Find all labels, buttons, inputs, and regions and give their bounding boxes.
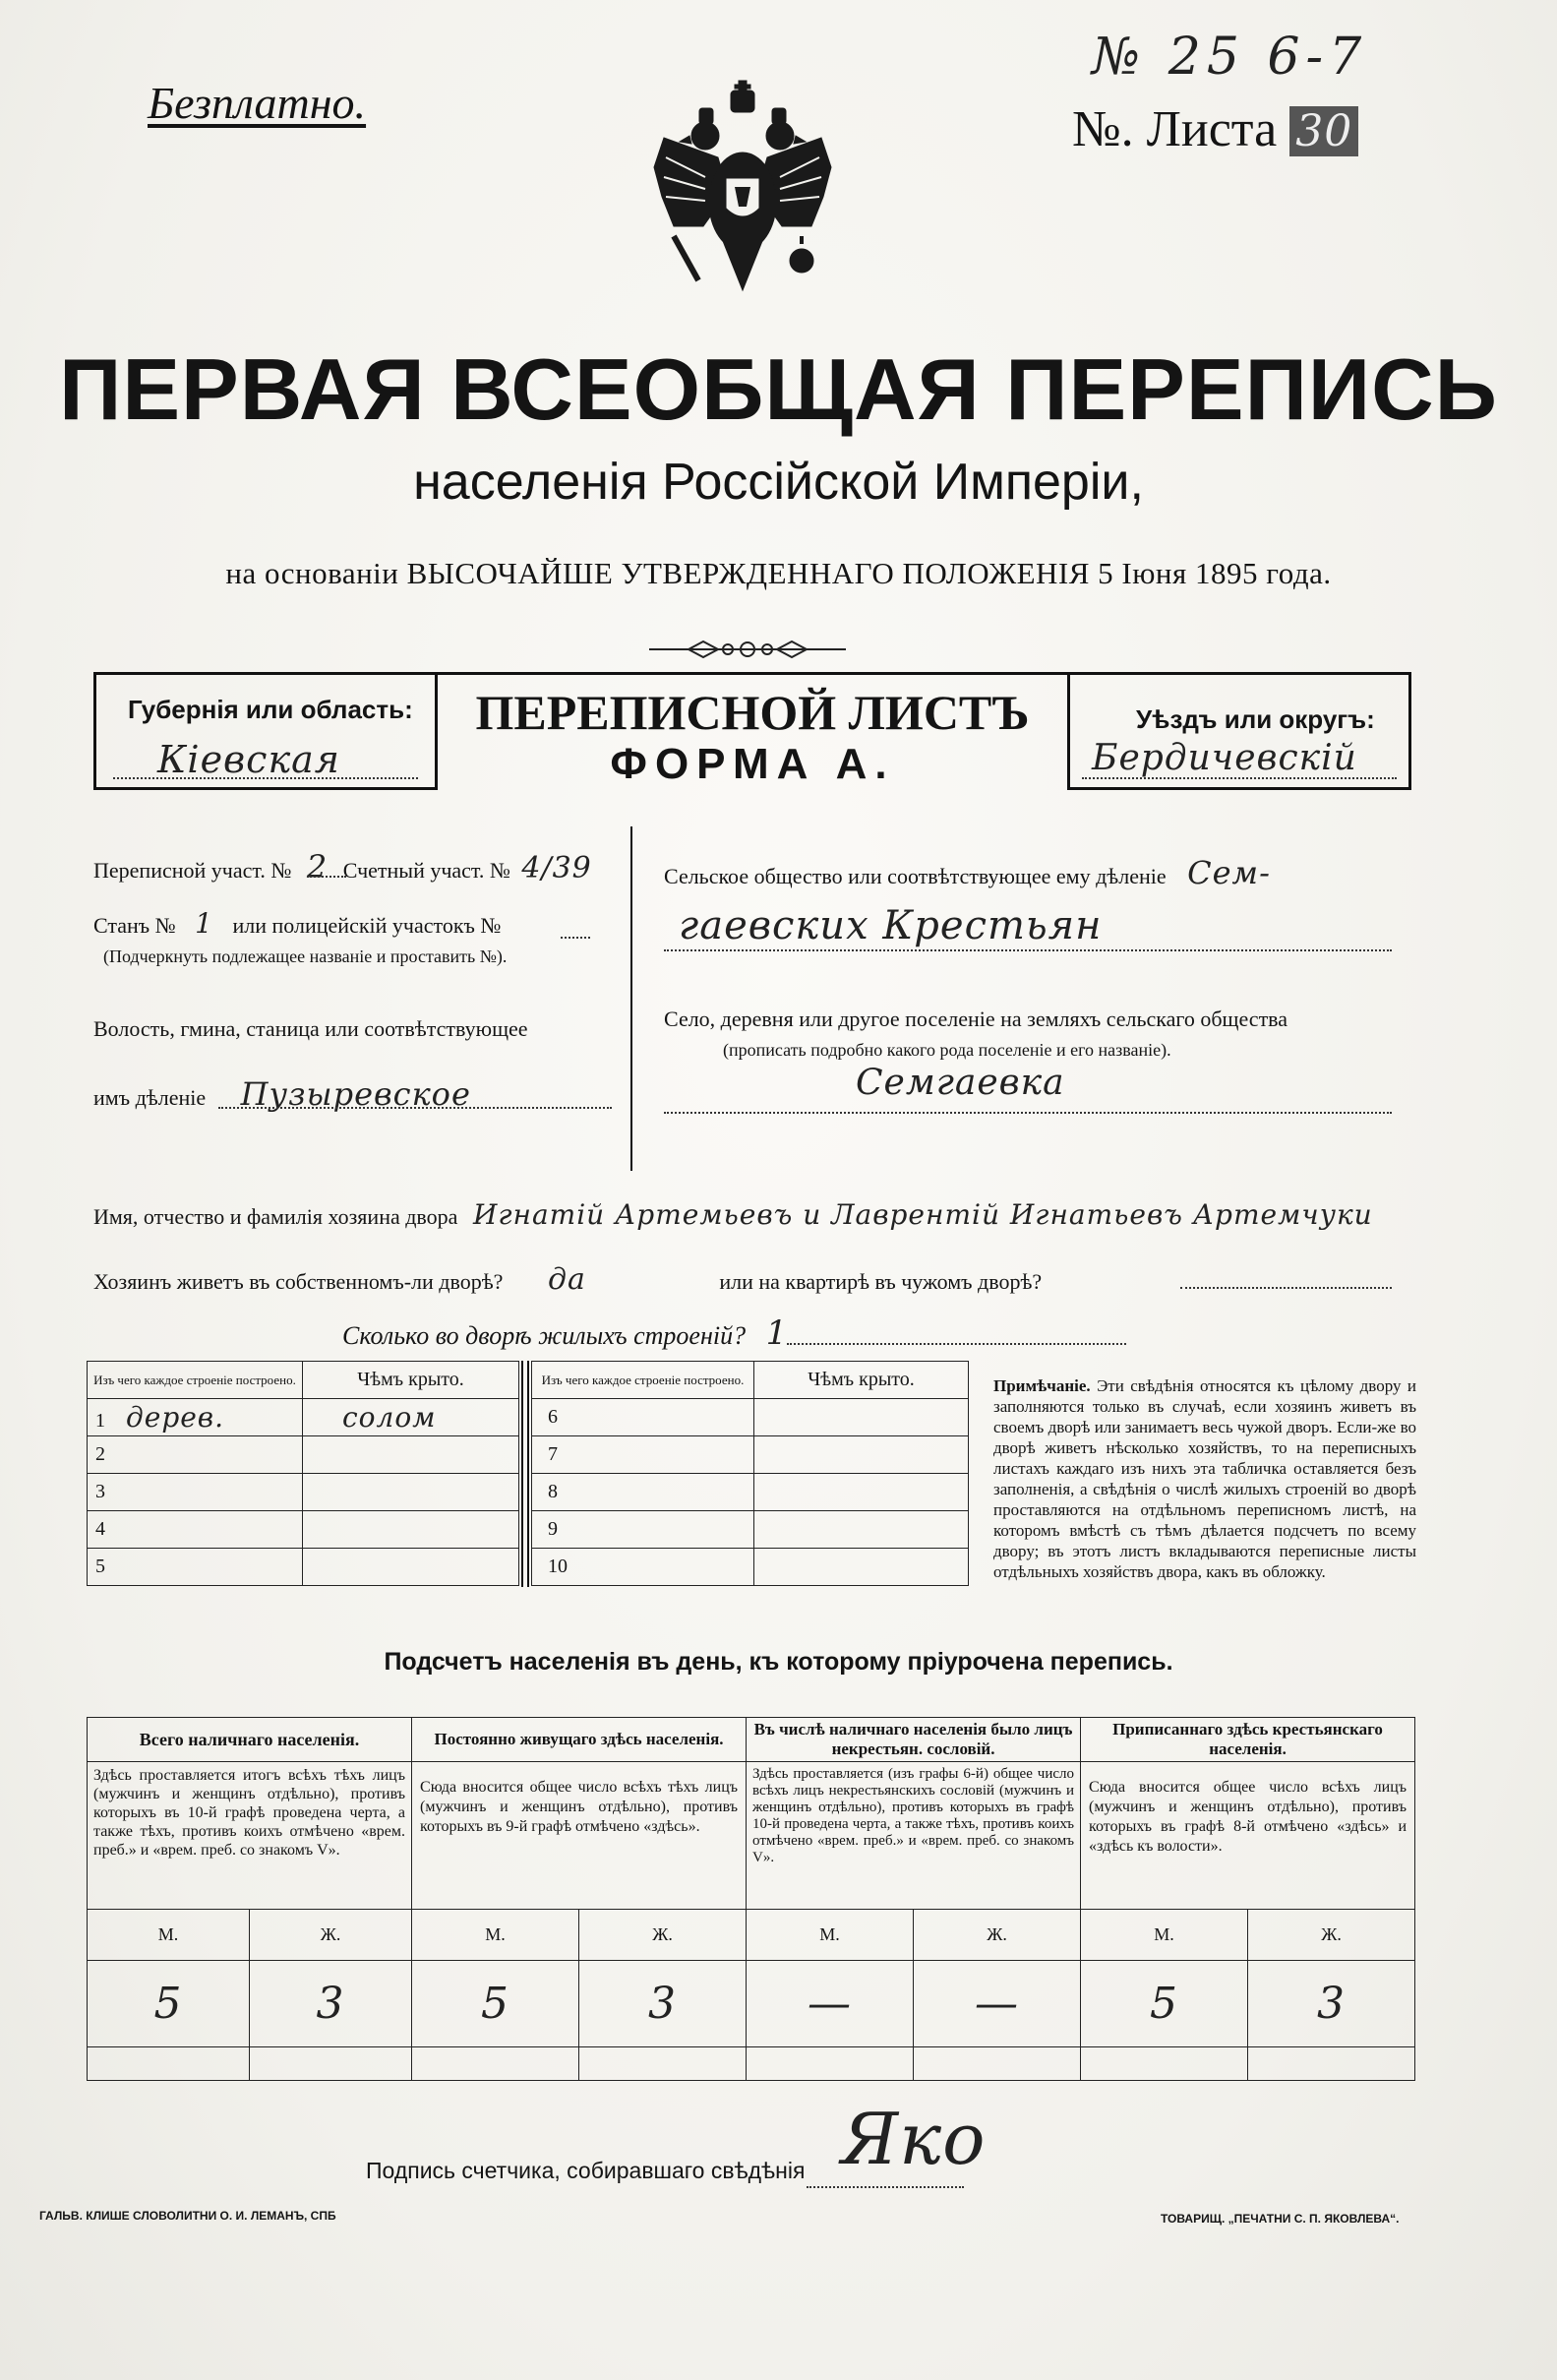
police-note: (Подчеркнуть подлежащее названіе и проставить №). xyxy=(103,946,508,966)
male-label: М. xyxy=(412,1910,579,1961)
village-value: Семгаевка xyxy=(856,1063,1065,1103)
pop-col-3-desc: Здѣсь проставляется (изъ графы 6-й) общее число всѣхъ лицъ некрестьянскихъ сословій (мужчинъ и женщинъ отдѣльно), противъ которыхъ въ графѣ 10-й проведена черта, а также тѣхъ, противъ коихъ отмѣчено «врем. преб.» и «врем. преб. со знакомъ V». xyxy=(747,1762,1081,1910)
count-section-value: 4/39 xyxy=(521,851,592,885)
male-label: М. xyxy=(747,1910,914,1961)
nonpeasant-male-value: — xyxy=(747,1961,914,2047)
form-title: ФОРМА А. xyxy=(610,740,895,788)
female-label: Ж. xyxy=(250,1910,412,1961)
owner-label: Имя, отчество и фамилія хозяина двора xyxy=(93,1204,458,1229)
stan-value: 1 xyxy=(195,907,213,940)
population-desc-row xyxy=(88,1762,1415,1910)
province-value: Кіевская xyxy=(157,738,340,781)
main-title: ПЕРВАЯ ВСЕОБЩАЯ ПЕРЕПИСЬ xyxy=(59,340,1498,438)
lives-value: да xyxy=(547,1262,586,1297)
signature-field xyxy=(366,2158,805,2184)
pop-col-3-head: Въ числѣ наличнаго населенія было лицъ некрестьян. сословій. xyxy=(747,1718,1081,1762)
resident-female-value: 3 xyxy=(579,1961,747,2047)
buildings-table-right xyxy=(531,1361,969,1586)
population-values-row xyxy=(88,1961,1415,2047)
district-label: Уѣздъ или округъ: xyxy=(1136,704,1375,734)
rule xyxy=(93,787,438,790)
coat-of-arms-icon xyxy=(644,79,841,315)
stan-field xyxy=(93,907,501,940)
rule xyxy=(1067,672,1070,790)
corner-handwriting-text: № 25 6-7 xyxy=(1092,28,1368,87)
sheet-number-label: №. Листа xyxy=(1072,101,1278,157)
col-roof-head: Чѣмъ крыто. xyxy=(754,1362,969,1399)
signature-value: Яко xyxy=(841,2098,987,2180)
buildings-count-field xyxy=(342,1313,788,1353)
footer-left: ГАЛЬВ. КЛИШЕ СЛОВОЛИТНИ О. И. ЛЕМАНЪ, СПБ xyxy=(39,2209,336,2223)
col-material-head: Изъ чего каждое строеніе построено. xyxy=(532,1362,754,1399)
dotted-line xyxy=(1082,777,1397,779)
village-label: Село, деревня или другое поселеніе на земляхъ сельскаго общества xyxy=(664,1007,1288,1031)
nonpeasant-female-value: — xyxy=(914,1961,1081,2047)
census-section-value: 2 xyxy=(306,848,329,885)
dotted-line xyxy=(664,1112,1392,1114)
resident-male-value: 5 xyxy=(412,1961,579,2047)
decree-line: на основаніи ВЫСОЧАЙШЕ УТВЕРЖДЕННАГО ПОЛОЖЕНІЯ 5 Іюня 1895 года. xyxy=(225,556,1332,590)
rule xyxy=(521,1361,523,1587)
village-note: (прописать подробно какого рода поселеніе и его названіе). xyxy=(723,1040,1171,1060)
pop-col-1-head: Всего наличнаго населенія. xyxy=(88,1718,412,1762)
society-value-2: гаевских Крестьян xyxy=(679,903,1103,948)
population-table xyxy=(87,1717,1415,2081)
corner-handwriting xyxy=(1092,28,1367,87)
footer-right: ТОВАРИЩ. „ПЕЧАТНИ С. П. ЯКОВЛЕВА“. xyxy=(1161,2212,1400,2226)
col-material-head: Изъ чего каждое строеніе построено. xyxy=(88,1362,303,1399)
count-section-label: Счетный участ. № xyxy=(342,858,510,883)
peasant-female-value: 3 xyxy=(1248,1961,1415,2047)
society-label: Сельское общество или соотвѣтствующее ему дѣленіе xyxy=(664,864,1167,888)
police-label: или полицейскій участокъ № xyxy=(232,913,502,938)
row-number: 4 xyxy=(88,1511,303,1549)
ornament-divider-icon xyxy=(649,638,846,661)
roof-value: солом xyxy=(342,1401,437,1434)
census-section-label: Переписной участ. № xyxy=(93,858,292,883)
buildings-value: 1 xyxy=(765,1313,789,1353)
population-mf-row xyxy=(88,1910,1415,1961)
sheet-number-value: 30 xyxy=(1289,106,1358,156)
row-number: 9 xyxy=(532,1511,754,1549)
rule xyxy=(93,672,1411,675)
population-empty-row xyxy=(88,2047,1415,2081)
dotted-line xyxy=(307,876,346,878)
district-value: Бердичевскій xyxy=(1092,738,1357,778)
total-male-value: 5 xyxy=(88,1961,250,2047)
free-label: Безплатно. xyxy=(148,78,367,128)
table-row xyxy=(88,1474,519,1511)
population-title: Подсчетъ населенія въ день, къ которому пріурочена перепись. xyxy=(384,1648,1173,1676)
table-row xyxy=(532,1511,969,1549)
row-number: 6 xyxy=(532,1399,754,1436)
population-head-row xyxy=(88,1718,1415,1762)
division-label: имъ дѣленіе xyxy=(93,1085,207,1110)
table-row xyxy=(88,1399,519,1436)
row-number: 7 xyxy=(532,1436,754,1474)
province-label: Губернія или область: xyxy=(128,695,413,724)
dotted-line xyxy=(1180,1287,1392,1289)
note-text: Эти свѣдѣнія относятся къ цѣлому двору и заполняются только въ случаѣ, если хозяинъ живетъ въ своемъ дворѣ или занимаетъ весь чужой дворъ. Если-же во дворѣ живетъ нѣсколько хозяйствъ, то на переписныхъ листахъ каждаго изъ нихъ эта табличка оставляется безъ заполненія, а свѣдѣнія о числѣ жилыхъ строеній во дворѣ проставляются на отдѣльномъ переписномъ листѣ, на которомъ вмѣстѣ съ тѣмъ дѣлается подсчетъ по всему двору; въ этотъ листъ вкладываются переписные листы отдѣльныхъ хозяйствъ двора, какъ въ обложку. xyxy=(993,1376,1416,1581)
row-number: 5 xyxy=(88,1549,303,1586)
male-label: М. xyxy=(1081,1910,1248,1961)
rule xyxy=(527,1361,529,1587)
note-head: Примѣчаніе. xyxy=(993,1376,1091,1395)
table-row xyxy=(88,1549,519,1586)
subtitle: населенія Россійской Имперіи, xyxy=(413,454,1144,511)
table-row xyxy=(532,1399,969,1436)
table-row xyxy=(88,1511,519,1549)
sheet-title: ПЕРЕПИСНОЙ ЛИСТЪ xyxy=(475,685,1030,740)
rule xyxy=(630,826,632,1171)
row-number: 2 xyxy=(88,1436,303,1474)
pop-col-2-head: Постоянно живущаго здѣсь населенія. xyxy=(412,1718,747,1762)
row-number: 3 xyxy=(88,1474,303,1511)
buildings-table-left xyxy=(87,1361,519,1586)
peasant-male-value: 5 xyxy=(1081,1961,1248,2047)
table-row xyxy=(88,1436,519,1474)
stan-label: Станъ № xyxy=(93,913,176,938)
lives-label: Хозяинъ живетъ въ собственномъ-ли дворѣ? xyxy=(93,1269,504,1294)
sheet-number xyxy=(1072,100,1358,158)
material-value: дерев. xyxy=(126,1401,225,1434)
society-field xyxy=(664,854,1271,891)
pop-col-4-head: Приписаннаго здѣсь крестьянскаго населенія. xyxy=(1081,1718,1415,1762)
row-number: 8 xyxy=(532,1474,754,1511)
note-block xyxy=(993,1375,1416,1582)
rule xyxy=(93,672,96,790)
dotted-line xyxy=(807,2186,964,2188)
volost-label: Волость, гмина, станица или соотвѣтствующее xyxy=(93,1016,528,1041)
pop-col-4-desc: Сюда вносится общее число всѣхъ лицъ (мужчинъ и женщинъ отдѣльно), противъ которыхъ въ графѣ 8-й отмѣчено «здѣсь» и «здѣсь къ волости». xyxy=(1081,1762,1415,1910)
row-number: 1 xyxy=(95,1410,105,1432)
apartment-label: или на квартирѣ въ чужомъ дворѣ? xyxy=(719,1269,1043,1294)
census-section-field xyxy=(93,848,592,885)
dotted-line xyxy=(664,949,1392,951)
female-label: Ж. xyxy=(579,1910,747,1961)
owner-value: Игнатій Артемьевъ и Лаврентій Игнатьевъ Артемчуки xyxy=(472,1198,1373,1231)
total-female-value: 3 xyxy=(250,1961,412,2047)
owner-field xyxy=(93,1198,1373,1231)
female-label: Ж. xyxy=(1248,1910,1415,1961)
male-label: М. xyxy=(88,1910,250,1961)
rule xyxy=(1408,672,1411,790)
dotted-line xyxy=(113,777,418,779)
lives-field xyxy=(93,1262,1042,1297)
pop-col-2-desc: Сюда вносится общее число всѣхъ тѣхъ лицъ (мужчинъ и женщинъ отдѣльно), противъ которыхъ въ 9-й графѣ отмѣчено «здѣсь». xyxy=(412,1762,747,1910)
female-label: Ж. xyxy=(914,1910,1081,1961)
col-roof-head: Чѣмъ крыто. xyxy=(303,1362,519,1399)
rule xyxy=(1067,787,1411,790)
dotted-line xyxy=(218,1107,612,1109)
table-row xyxy=(532,1436,969,1474)
table-row xyxy=(532,1549,969,1586)
table-row xyxy=(532,1474,969,1511)
dotted-line xyxy=(561,937,590,939)
society-value-1: Сем- xyxy=(1187,854,1271,891)
dotted-line xyxy=(787,1343,1126,1345)
buildings-label: Сколько во дворѣ жилыхъ строеній? xyxy=(342,1321,747,1350)
division-value: Пузыревское xyxy=(240,1075,471,1113)
row-number: 10 xyxy=(532,1549,754,1586)
pop-col-1-desc: Здѣсь проставляется итогъ всѣхъ тѣхъ лицъ (мужчинъ и женщинъ отдѣльно), противъ которыхъ въ 10-й графѣ проведена черта, а также тѣхъ, противъ коихъ отмѣчено «врем. преб.» и «врем. преб. со знакомъ V». xyxy=(88,1762,412,1910)
signature-label: Подпись счетчика, собиравшаго свѣдѣнія xyxy=(366,2158,806,2183)
